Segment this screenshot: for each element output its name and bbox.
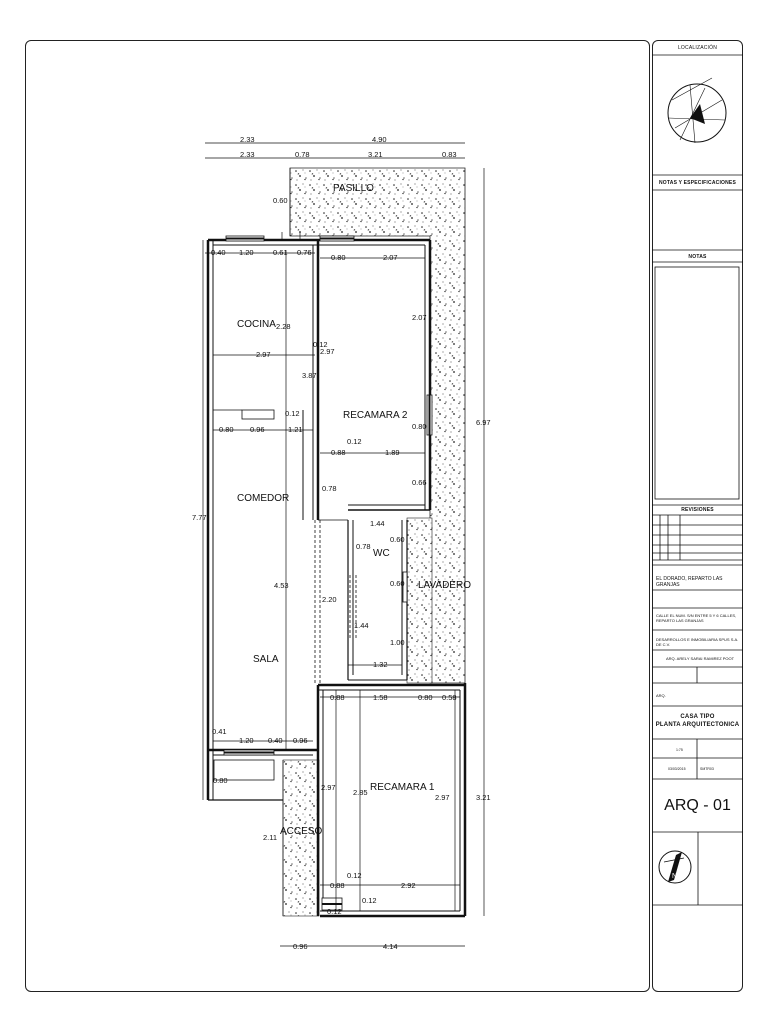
revisiones-label: REVISIONES <box>681 507 714 513</box>
fecha-value: 03/03/2015 <box>668 767 686 771</box>
clave-value: SMTR03 <box>700 767 714 771</box>
dim-text: 0.88 <box>330 881 345 890</box>
dim-text: 0.78 <box>295 150 310 159</box>
dim-text: 2.85 <box>353 788 368 797</box>
room-sala: SALA <box>253 654 279 665</box>
dim-text: 2.92 <box>401 881 416 890</box>
dim-text: 0.60 <box>390 535 405 544</box>
notas-especificaciones-label: NOTAS Y ESPECIFICACIONES <box>658 180 737 186</box>
dim-text: 0.96 <box>293 942 308 951</box>
dim-text: 2.97 <box>435 793 450 802</box>
dim-text: 1.32 <box>373 660 388 669</box>
dim-text: 2.33 <box>240 150 255 159</box>
dibujo-value: ARQ. <box>656 693 666 698</box>
contenido-line-2: PLANTA ARQUITECTONICA <box>655 722 740 728</box>
dim-text: 4.53 <box>274 581 289 590</box>
proyecto-value: EL DORADO, REPARTO LAS GRANJAS <box>656 576 723 588</box>
dim-text: 1.44 <box>370 519 385 528</box>
svg-text:N: N <box>672 873 678 880</box>
dim-text: 0.78 <box>356 542 371 551</box>
dim-text: 1.58 <box>373 693 388 702</box>
contenido-line-1: CASA TIPO <box>680 714 715 720</box>
propietario-value: DESARROLLOS E INMOBILIARIA SPUS S.A. DE C.V. <box>656 637 739 647</box>
dim-text: 0.88 <box>330 693 345 702</box>
dim-text: 1.44 <box>354 621 369 630</box>
proyectista-value: ARQ. ARELY SARAI RAMIREZ POOT <box>666 656 735 661</box>
dim-text: 7.77 <box>192 513 207 522</box>
dim-text: 2.97 <box>321 783 336 792</box>
room-acceso: ACCESO <box>280 826 323 837</box>
dim-text: 0.80 <box>219 425 234 434</box>
dim-text: 3.21 <box>476 793 491 802</box>
doors <box>213 232 348 916</box>
dim-text: 1.00 <box>390 638 405 647</box>
north-arrow-icon <box>659 851 691 883</box>
dim-text: 0.66 <box>412 478 427 487</box>
room-wc: WC <box>373 548 390 559</box>
dim-text: 2.07 <box>412 313 427 322</box>
room-comedor: COMEDOR <box>237 493 290 504</box>
localizacion-label: LOCALIZACIÓN <box>677 45 718 51</box>
dim-text: 1.20 <box>239 736 254 745</box>
dim-text: 0.12 <box>347 871 362 880</box>
room-pasillo: PASILLO <box>333 183 374 194</box>
dim-text: 0.83 <box>442 150 457 159</box>
dim-text: 0.12 <box>347 437 362 446</box>
location-map <box>668 78 726 143</box>
dim-text: 4.90 <box>372 135 387 144</box>
dim-text: 3.21 <box>368 150 383 159</box>
ubicacion-value: CALLE EL NUM. S/N ENTRE 5 Y 6 CALLES, REPARTO LAS GRANJAS <box>656 613 737 623</box>
dim-text: 1.21 <box>288 425 303 434</box>
dim-text: 1.20 <box>239 248 254 257</box>
dim-text: 4.14 <box>383 942 398 951</box>
dim-text: 2.28 <box>276 322 291 331</box>
dim-text: 0.80 <box>418 693 433 702</box>
dim-text: 0.40 <box>211 248 226 257</box>
dim-text: 0.88 <box>331 448 346 457</box>
dim-text: 0.76 <box>297 248 312 257</box>
dim-text: 0.80 <box>412 422 427 431</box>
dim-text: 2.97 <box>320 347 335 356</box>
room-recamara-2: RECAMARA 2 <box>343 410 408 421</box>
dim-text: 0.58 <box>442 693 457 702</box>
dim-text: 2.97 <box>256 350 271 359</box>
dim-text: 0.80 <box>213 776 228 785</box>
dim-text: 0.40 <box>268 736 283 745</box>
notas-label: NOTAS <box>688 254 707 260</box>
dim-text: 0.96 <box>293 736 308 745</box>
dim-text: 6.97 <box>476 418 491 427</box>
plano-number: ARQ - 01 <box>664 797 731 814</box>
dim-text: 2.07 <box>383 253 398 262</box>
dim-text: 0.78 <box>322 484 337 493</box>
dim-text: 0.60 <box>390 579 405 588</box>
dim-text: 2.11 <box>263 833 278 842</box>
dim-text: 3.87 <box>302 371 317 380</box>
dim-text: 0.12 <box>285 409 300 418</box>
room-recamara-1: RECAMARA 1 <box>370 782 435 793</box>
dim-text: 0.12 <box>313 340 328 349</box>
room-lavadero: LAVADERO <box>418 580 471 591</box>
dim-text: 0.12 <box>327 907 342 916</box>
escala-value: 1:75 <box>676 748 683 752</box>
dim-text: 0.80 <box>331 253 346 262</box>
dim-text: 2.20 <box>322 595 337 604</box>
dim-text: 0.61 <box>273 248 288 257</box>
hatch-areas <box>283 168 465 916</box>
dim-text: 0.41 <box>212 727 227 736</box>
dim-text: 0.60 <box>273 196 288 205</box>
dim-text: 1.89 <box>385 448 400 457</box>
dim-text: 2.33 <box>240 135 255 144</box>
room-cocina: COCINA <box>237 319 276 330</box>
dim-text: 0.96 <box>250 425 265 434</box>
dim-text: 0.12 <box>362 896 377 905</box>
